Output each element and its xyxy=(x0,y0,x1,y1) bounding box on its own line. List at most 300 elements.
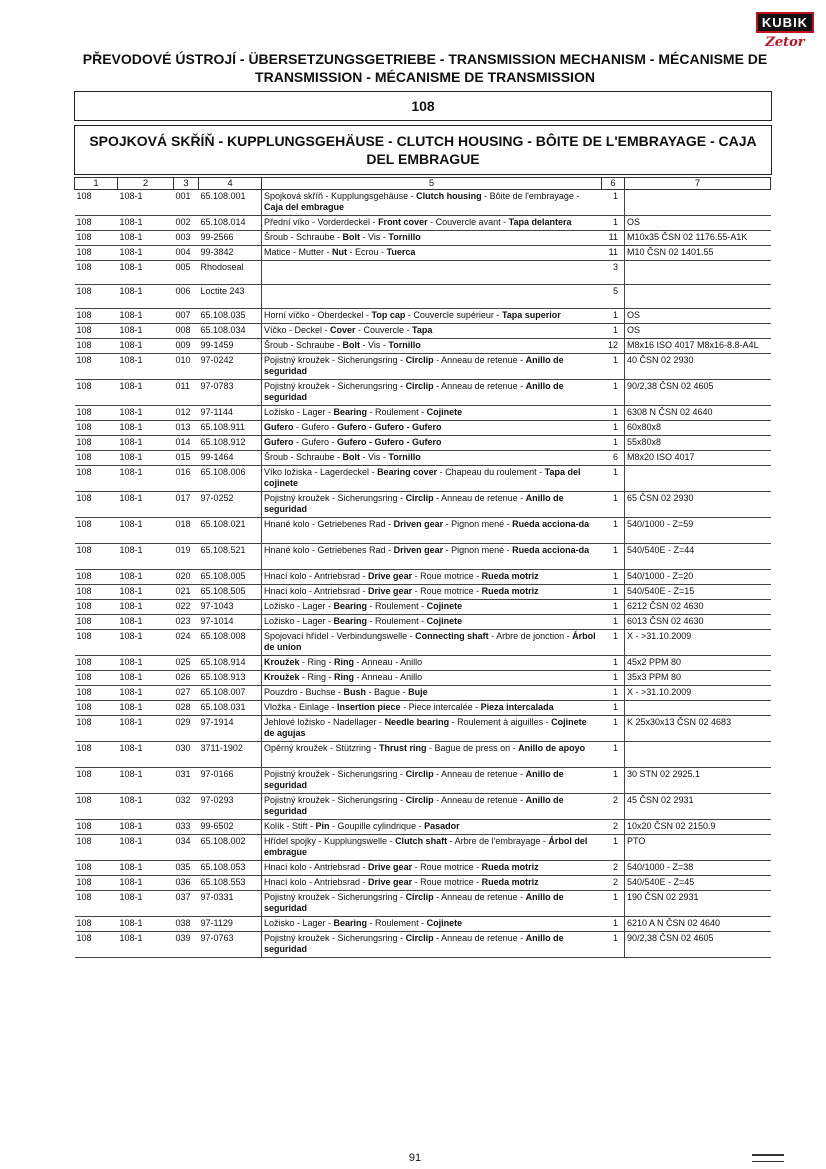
cell-description xyxy=(262,686,602,701)
cell-figure: 108-1 xyxy=(118,742,174,768)
cell-position: 036 xyxy=(174,876,199,891)
cell-part-number: 65.108.053 xyxy=(199,861,262,876)
cell-description xyxy=(262,585,602,600)
cell-figure: 108-1 xyxy=(118,876,174,891)
cell-part-number: 65.108.014 xyxy=(199,216,262,231)
description-b2: Tuerca xyxy=(386,247,416,257)
cell-group: 108 xyxy=(75,246,118,261)
cell-figure: 108-1 xyxy=(118,309,174,324)
cell-group: 108 xyxy=(75,630,118,656)
cell-position: 038 xyxy=(174,917,199,932)
cell-quantity: 1 xyxy=(602,891,625,917)
cell-group: 108 xyxy=(75,354,118,380)
cell-description xyxy=(262,656,602,671)
cell-description xyxy=(262,876,602,891)
description-mid: - Gufero - xyxy=(293,437,338,447)
description-b2: Gufero - Gufero - Gufero xyxy=(337,422,442,432)
description-pre: Pojistný kroužek - Sicherungsring - xyxy=(264,892,406,902)
description-pre: Matice - Mutter - xyxy=(264,247,333,257)
description-b2: Ring xyxy=(334,672,355,682)
cell-description xyxy=(262,932,602,958)
logo-kubik: KUBIK xyxy=(756,12,814,33)
cell-position: 019 xyxy=(174,544,199,570)
description-b1: Driven gear xyxy=(393,545,444,555)
description-b1: Drive gear xyxy=(368,571,413,581)
cell-position: 014 xyxy=(174,436,199,451)
cell-note: M8x20 ISO 4017 xyxy=(625,451,771,466)
description-mid: - Anneau de retenue - xyxy=(433,892,526,902)
description-mid: - Ring - xyxy=(299,657,335,667)
cell-figure: 108-1 xyxy=(118,190,174,216)
description-pre: Ložisko - Lager - xyxy=(264,601,334,611)
cell-group: 108 xyxy=(75,820,118,835)
table-row xyxy=(75,701,771,716)
description-mid: - Couvercle supérieur - xyxy=(405,310,502,320)
page-title: PŘEVODOVÉ ÚSTROJÍ - ÜBERSETZUNGSGETRIEBE - TRANSMISSION MECHANISM - MÉCANISME DE TRANSMISSION - MÉCANISME DE TRANSMISSION xyxy=(82,51,768,85)
cell-note xyxy=(625,742,771,768)
cell-figure: 108-1 xyxy=(118,354,174,380)
table-row xyxy=(75,380,771,406)
cell-part-number: 97-1129 xyxy=(199,917,262,932)
cell-quantity: 1 xyxy=(602,518,625,544)
cell-note xyxy=(625,701,771,716)
description-b1: Connecting shaft xyxy=(415,631,489,641)
cell-quantity: 5 xyxy=(602,285,625,309)
cell-note: 6308 N ČSN 02 4640 xyxy=(625,406,771,421)
cell-group: 108 xyxy=(75,768,118,794)
description-b2: Cojinete xyxy=(426,918,463,928)
description-pre: Víko ložiska - Lagerdeckel - xyxy=(264,467,378,477)
col-header-2: 2 xyxy=(118,178,174,190)
description-b1: Pin xyxy=(315,821,330,831)
table-row xyxy=(75,570,771,585)
cell-figure: 108-1 xyxy=(118,768,174,794)
cell-figure: 108-1 xyxy=(118,794,174,820)
description-mid: - Ecrou - xyxy=(347,247,387,257)
footer-mark xyxy=(752,1154,784,1162)
description-mid: - Bôite de l'embrayage - xyxy=(481,191,580,201)
cell-note: 55x80x8 xyxy=(625,436,771,451)
cell-position: 039 xyxy=(174,932,199,958)
cell-part-number: 97-0783 xyxy=(199,380,262,406)
description-b2: Rueda motriz xyxy=(481,571,539,581)
cell-figure: 108-1 xyxy=(118,492,174,518)
description-b2: Cojinete de agujas xyxy=(264,717,587,738)
cell-note: 35x3 PPM 80 xyxy=(625,671,771,686)
group-number-box: 108 xyxy=(74,91,772,121)
cell-group: 108 xyxy=(75,701,118,716)
cell-figure: 108-1 xyxy=(118,686,174,701)
cell-position: 007 xyxy=(174,309,199,324)
cell-part-number: 99-1464 xyxy=(199,451,262,466)
description-pre: Ložisko - Lager - xyxy=(264,616,334,626)
cell-part-number: 65.108.913 xyxy=(199,671,262,686)
table-row xyxy=(75,630,771,656)
cell-position: 031 xyxy=(174,768,199,794)
cell-part-number: 65.108.521 xyxy=(199,544,262,570)
cell-figure: 108-1 xyxy=(118,917,174,932)
cell-quantity: 2 xyxy=(602,861,625,876)
cell-description xyxy=(262,190,602,216)
cell-quantity: 1 xyxy=(602,742,625,768)
description-mid: - Anneau de retenue - xyxy=(433,933,526,943)
cell-part-number: 3711-1902 xyxy=(199,742,262,768)
cell-group: 108 xyxy=(75,380,118,406)
table-row xyxy=(75,686,771,701)
cell-group: 108 xyxy=(75,671,118,686)
cell-description xyxy=(262,339,602,354)
description-mid: - Roulement - xyxy=(367,407,427,417)
table-row xyxy=(75,768,771,794)
description-b1: Gufero xyxy=(264,437,294,447)
cell-note: 540/540E - Z=45 xyxy=(625,876,771,891)
description-pre: Spojková skříň - Kupplungsgehäuse - xyxy=(264,191,417,201)
cell-note: 540/1000 - Z=38 xyxy=(625,861,771,876)
cell-description xyxy=(262,451,602,466)
description-b1: Driven gear xyxy=(393,519,444,529)
cell-part-number: 97-0331 xyxy=(199,891,262,917)
description-b2: Árbol del embrague xyxy=(264,836,588,857)
description-mid: - Vis - xyxy=(360,232,389,242)
cell-group: 108 xyxy=(75,716,118,742)
description-pre: Pojistný kroužek - Sicherungsring - xyxy=(264,493,406,503)
cell-position: 015 xyxy=(174,451,199,466)
description-b1: Bolt xyxy=(342,340,361,350)
table-row xyxy=(75,861,771,876)
description-b1: Circlip xyxy=(405,769,434,779)
cell-description xyxy=(262,917,602,932)
cell-note: M8x16 ISO 4017 M8x16-8.8-A4L xyxy=(625,339,771,354)
description-b2: Cojinete xyxy=(426,601,463,611)
cell-part-number: 65.108.008 xyxy=(199,630,262,656)
table-row xyxy=(75,421,771,436)
description-b2: Ring xyxy=(334,657,355,667)
description-b1: Bolt xyxy=(342,452,361,462)
cell-quantity: 1 xyxy=(602,585,625,600)
description-b2: Anillo de seguridad xyxy=(264,381,564,402)
cell-note: 90/2,38 ČSN 02 4605 xyxy=(625,380,771,406)
cell-position: 024 xyxy=(174,630,199,656)
table-row xyxy=(75,436,771,451)
cell-description xyxy=(262,794,602,820)
table-row xyxy=(75,324,771,339)
cell-figure: 108-1 xyxy=(118,216,174,231)
cell-quantity: 1 xyxy=(602,436,625,451)
cell-quantity: 1 xyxy=(602,406,625,421)
cell-note xyxy=(625,261,771,285)
col-header-7: 7 xyxy=(625,178,771,190)
description-b2: Tapa xyxy=(412,325,433,335)
cell-group: 108 xyxy=(75,466,118,492)
cell-position: 029 xyxy=(174,716,199,742)
cell-note: 540/1000 - Z=59 xyxy=(625,518,771,544)
cell-part-number: 65.108.911 xyxy=(199,421,262,436)
description-b1: Circlip xyxy=(405,355,434,365)
description-b2: Anillo de seguridad xyxy=(264,933,564,954)
cell-position: 034 xyxy=(174,835,199,861)
cell-group: 108 xyxy=(75,190,118,216)
description-b2: Rueda acciona-da xyxy=(512,545,590,555)
cell-figure: 108-1 xyxy=(118,630,174,656)
description-pre: Pojistný kroužek - Sicherungsring - xyxy=(264,933,406,943)
description-b1: Needle bearing xyxy=(384,717,450,727)
cell-group: 108 xyxy=(75,742,118,768)
cell-description xyxy=(262,492,602,518)
cell-quantity: 1 xyxy=(602,216,625,231)
cell-figure: 108-1 xyxy=(118,656,174,671)
table-row xyxy=(75,917,771,932)
cell-part-number: 97-0242 xyxy=(199,354,262,380)
cell-part-number: 65.108.912 xyxy=(199,436,262,451)
cell-quantity: 1 xyxy=(602,615,625,630)
cell-group: 108 xyxy=(75,231,118,246)
description-pre: Ložisko - Lager - xyxy=(264,918,334,928)
description-mid: - Pignon mené - xyxy=(443,545,513,555)
description-b1: Circlip xyxy=(405,933,434,943)
cell-group: 108 xyxy=(75,570,118,585)
description-pre: Vložka - Einlage - xyxy=(264,702,338,712)
cell-group: 108 xyxy=(75,492,118,518)
description-pre: Kolík - Stift - xyxy=(264,821,316,831)
description-b1: Kroužek xyxy=(264,672,300,682)
cell-description xyxy=(262,570,602,585)
cell-part-number: 65.108.021 xyxy=(199,518,262,544)
cell-position: 004 xyxy=(174,246,199,261)
cell-quantity: 2 xyxy=(602,876,625,891)
col-header-3: 3 xyxy=(174,178,199,190)
cell-description xyxy=(262,891,602,917)
cell-group: 108 xyxy=(75,451,118,466)
cell-description xyxy=(262,615,602,630)
table-row xyxy=(75,671,771,686)
cell-figure: 108-1 xyxy=(118,436,174,451)
cell-position: 012 xyxy=(174,406,199,421)
cell-quantity: 2 xyxy=(602,794,625,820)
cell-quantity: 1 xyxy=(602,544,625,570)
cell-group: 108 xyxy=(75,261,118,285)
description-pre: Hnací kolo - Antriebsrad - xyxy=(264,586,369,596)
cell-position: 010 xyxy=(174,354,199,380)
description-mid: - Roue motrice - xyxy=(412,862,482,872)
description-b1: Nut xyxy=(332,247,348,257)
cell-quantity: 1 xyxy=(602,932,625,958)
description-mid: - Vis - xyxy=(360,340,389,350)
table-row xyxy=(75,354,771,380)
cell-quantity: 1 xyxy=(602,917,625,932)
cell-quantity: 1 xyxy=(602,671,625,686)
cell-position: 021 xyxy=(174,585,199,600)
description-pre: Hnací kolo - Antriebsrad - xyxy=(264,862,369,872)
cell-quantity: 1 xyxy=(602,570,625,585)
description-pre: Pouzdro - Buchse - xyxy=(264,687,344,697)
table-row xyxy=(75,339,771,354)
table-row xyxy=(75,742,771,768)
table-row xyxy=(75,246,771,261)
description-pre: Šroub - Schraube - xyxy=(264,232,343,242)
table-row xyxy=(75,285,771,309)
cell-position: 030 xyxy=(174,742,199,768)
cell-figure: 108-1 xyxy=(118,451,174,466)
cell-part-number: 97-0293 xyxy=(199,794,262,820)
description-mid: - Anneau de retenue - xyxy=(433,769,526,779)
table-row xyxy=(75,190,771,216)
cell-position: 006 xyxy=(174,285,199,309)
description-b2: Árbol de union xyxy=(264,631,596,652)
cell-figure: 108-1 xyxy=(118,544,174,570)
cell-position: 033 xyxy=(174,820,199,835)
cell-description xyxy=(262,231,602,246)
table-row xyxy=(75,544,771,570)
description-b1: Circlip xyxy=(405,795,434,805)
cell-figure: 108-1 xyxy=(118,701,174,716)
cell-quantity: 1 xyxy=(602,656,625,671)
description-b1: Bearing cover xyxy=(377,467,438,477)
cell-note: 45x2 PPM 80 xyxy=(625,656,771,671)
cell-note xyxy=(625,190,771,216)
cell-note: 6210 A N ČSN 02 4640 xyxy=(625,917,771,932)
cell-note: 6013 ČSN 02 4630 xyxy=(625,615,771,630)
cell-position: 027 xyxy=(174,686,199,701)
cell-group: 108 xyxy=(75,932,118,958)
table-row xyxy=(75,406,771,421)
cell-figure: 108-1 xyxy=(118,246,174,261)
description-mid: - Chapeau du roulement - xyxy=(437,467,545,477)
cell-quantity: 1 xyxy=(602,309,625,324)
cell-quantity: 1 xyxy=(602,354,625,380)
cell-part-number: 65.108.006 xyxy=(199,466,262,492)
cell-group: 108 xyxy=(75,686,118,701)
description-pre: Jehlové ložisko - Nadellager - xyxy=(264,717,385,727)
cell-position: 003 xyxy=(174,231,199,246)
cell-position: 011 xyxy=(174,380,199,406)
cell-quantity: 1 xyxy=(602,600,625,615)
cell-figure: 108-1 xyxy=(118,585,174,600)
description-b2: Rueda motriz xyxy=(481,862,539,872)
cell-description xyxy=(262,324,602,339)
cell-figure: 108-1 xyxy=(118,671,174,686)
cell-group: 108 xyxy=(75,406,118,421)
cell-part-number: 99-3842 xyxy=(199,246,262,261)
col-header-4: 4 xyxy=(199,178,262,190)
section-title-box xyxy=(74,125,772,175)
description-b2: Anillo de seguridad xyxy=(264,795,564,816)
description-pre: Hnané kolo - Getriebenes Rad - xyxy=(264,545,394,555)
cell-position: 013 xyxy=(174,421,199,436)
cell-quantity: 1 xyxy=(602,835,625,861)
description-b2: Caja del embrague xyxy=(264,202,345,212)
cell-group: 108 xyxy=(75,794,118,820)
description-b1: Front cover xyxy=(378,217,428,227)
description-b2: Tornillo xyxy=(388,340,421,350)
cell-description xyxy=(262,768,602,794)
cell-group: 108 xyxy=(75,656,118,671)
description-b1: Clutch housing xyxy=(416,191,482,201)
cell-quantity: 1 xyxy=(602,324,625,339)
cell-note: 60x80x8 xyxy=(625,421,771,436)
cell-part-number: 65.108.001 xyxy=(199,190,262,216)
description-mid: - Goupille cylindrique - xyxy=(329,821,425,831)
col-header-1: 1 xyxy=(75,178,118,190)
description-b1: Bearing xyxy=(333,616,368,626)
cell-note: OS xyxy=(625,216,771,231)
cell-note: 30 STN 02 2925.1 xyxy=(625,768,771,794)
table-row xyxy=(75,716,771,742)
cell-description xyxy=(262,742,602,768)
description-mid: - Vis - xyxy=(360,452,389,462)
description-b2: Tornillo xyxy=(388,452,421,462)
description-b2: Cojinete xyxy=(426,407,463,417)
cell-group: 108 xyxy=(75,285,118,309)
cell-group: 108 xyxy=(75,339,118,354)
description-pre: Opěrný kroužek - Stützring - xyxy=(264,743,380,753)
description-pre: Hnací kolo - Antriebsrad - xyxy=(264,877,369,887)
col-header-5: 5 xyxy=(262,178,602,190)
cell-quantity: 1 xyxy=(602,686,625,701)
description-pre: Hřídel spojky - Kupplungswelle - xyxy=(264,836,396,846)
cell-quantity: 11 xyxy=(602,231,625,246)
cell-description xyxy=(262,671,602,686)
description-b1: Thrust ring xyxy=(379,743,427,753)
section-title: SPOJKOVÁ SKŘÍŇ - KUPPLUNGSGEHÄUSE - CLUTCH HOUSING - BÔITE DE L'EMBRAYAGE - CAJA DEL EMBRAGUE xyxy=(89,133,757,167)
col-header-6: 6 xyxy=(602,178,625,190)
cell-figure: 108-1 xyxy=(118,406,174,421)
description-mid: - Roulement - xyxy=(367,601,427,611)
table-row xyxy=(75,518,771,544)
cell-figure: 108-1 xyxy=(118,570,174,585)
cell-position: 032 xyxy=(174,794,199,820)
cell-figure: 108-1 xyxy=(118,600,174,615)
cell-position: 009 xyxy=(174,339,199,354)
cell-group: 108 xyxy=(75,421,118,436)
description-b2: Rueda acciona-da xyxy=(512,519,590,529)
description-b2: Tapa superior xyxy=(501,310,561,320)
description-pre: Pojistný kroužek - Sicherungsring - xyxy=(264,769,406,779)
description-b2: Tornillo xyxy=(388,232,421,242)
cell-position: 025 xyxy=(174,656,199,671)
description-b1: Drive gear xyxy=(368,586,413,596)
cell-note: K 25x30x13 ČSN 02 4683 xyxy=(625,716,771,742)
cell-figure: 108-1 xyxy=(118,285,174,309)
cell-figure: 108-1 xyxy=(118,261,174,285)
cell-note: M10x35 ČSN 02 1176.55-A1K xyxy=(625,231,771,246)
description-b2: Tapa delantera xyxy=(508,217,572,227)
cell-note: 65 ČSN 02 2930 xyxy=(625,492,771,518)
cell-group: 108 xyxy=(75,544,118,570)
table-row xyxy=(75,820,771,835)
cell-quantity: 12 xyxy=(602,339,625,354)
description-mid: - Anneau de retenue - xyxy=(433,493,526,503)
cell-group: 108 xyxy=(75,518,118,544)
cell-part-number: 97-0166 xyxy=(199,768,262,794)
description-mid: - Anneau de retenue - xyxy=(433,381,526,391)
description-b2: Rueda motriz xyxy=(481,877,539,887)
description-b2: Cojinete xyxy=(426,616,463,626)
cell-group: 108 xyxy=(75,861,118,876)
description-b2: Pasador xyxy=(424,821,460,831)
description-b1: Drive gear xyxy=(368,862,413,872)
description-mid: - Pignon mené - xyxy=(443,519,513,529)
cell-note xyxy=(625,285,771,309)
cell-position: 018 xyxy=(174,518,199,544)
cell-part-number: 65.108.553 xyxy=(199,876,262,891)
cell-figure: 108-1 xyxy=(118,861,174,876)
cell-group: 108 xyxy=(75,600,118,615)
description-mid: - Anneau de retenue - xyxy=(433,795,526,805)
cell-quantity: 11 xyxy=(602,246,625,261)
cell-quantity: 1 xyxy=(602,492,625,518)
description-b2: Tapa del cojinete xyxy=(264,467,581,488)
cell-position: 028 xyxy=(174,701,199,716)
